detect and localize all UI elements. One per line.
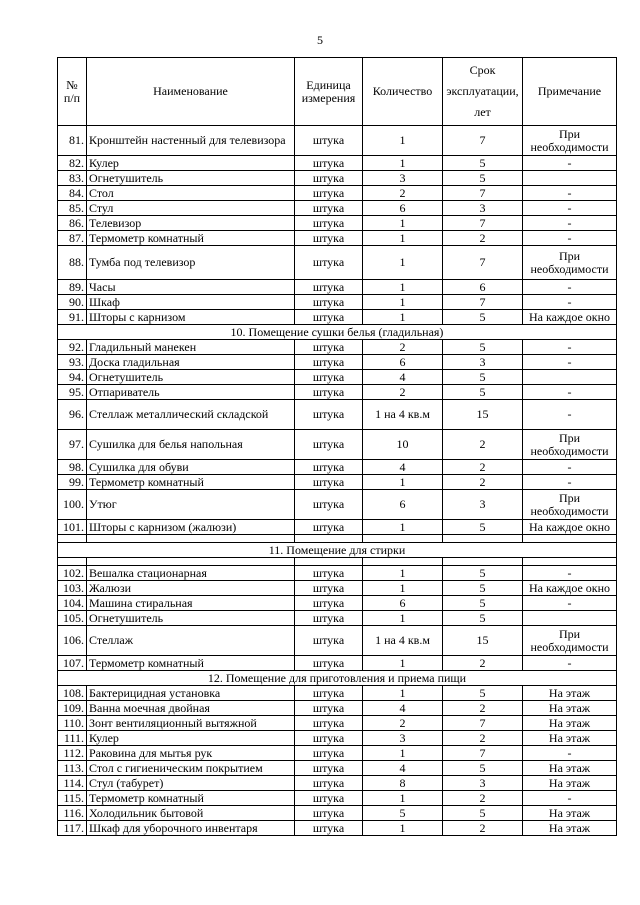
cell-name: Утюг — [87, 490, 295, 520]
cell-term: 2 — [443, 460, 523, 475]
cell-unit: штука — [295, 126, 363, 156]
cell-name: Гладильный манекен — [87, 340, 295, 355]
table-row — [58, 701, 617, 716]
spacer-cell — [363, 535, 443, 543]
cell-name: Телевизор — [87, 216, 295, 231]
table-row — [58, 295, 617, 310]
cell-quantity: 1 на 4 кв.м — [363, 400, 443, 430]
header-name: Наименование — [87, 58, 295, 126]
cell-term: 3 — [443, 355, 523, 370]
table-row — [58, 355, 617, 370]
header-note: Примечание — [523, 58, 617, 126]
cell-note — [523, 171, 617, 186]
table-row — [58, 611, 617, 626]
cell-unit: штука — [295, 776, 363, 791]
table-row — [58, 475, 617, 490]
cell-term: 2 — [443, 731, 523, 746]
cell-number: 117. — [58, 821, 87, 836]
cell-term: 15 — [443, 400, 523, 430]
cell-term: 7 — [443, 126, 523, 156]
cell-unit: штука — [295, 460, 363, 475]
cell-quantity: 6 — [363, 201, 443, 216]
cell-quantity: 1 — [363, 821, 443, 836]
cell-unit: штука — [295, 701, 363, 716]
cell-quantity: 1 — [363, 295, 443, 310]
cell-quantity: 4 — [363, 460, 443, 475]
cell-quantity: 5 — [363, 806, 443, 821]
cell-number: 82. — [58, 156, 87, 171]
cell-name: Термометр комнатный — [87, 231, 295, 246]
cell-note: - — [523, 656, 617, 671]
cell-number: 99. — [58, 475, 87, 490]
cell-number: 103. — [58, 581, 87, 596]
cell-term: 5 — [443, 156, 523, 171]
cell-quantity: 1 — [363, 310, 443, 325]
table-row — [58, 596, 617, 611]
cell-note: - — [523, 340, 617, 355]
table-row — [58, 761, 617, 776]
cell-quantity: 1 — [363, 156, 443, 171]
section-title: 11. Помещение для стирки — [58, 543, 617, 558]
cell-number: 112. — [58, 746, 87, 761]
cell-term: 15 — [443, 626, 523, 656]
cell-term: 2 — [443, 791, 523, 806]
cell-quantity: 1 — [363, 581, 443, 596]
cell-unit: штука — [295, 611, 363, 626]
cell-quantity: 3 — [363, 731, 443, 746]
page-number: 5 — [317, 33, 323, 47]
cell-number: 96. — [58, 400, 87, 430]
cell-name: Стол с гигиеническим покрытием — [87, 761, 295, 776]
section-header-row — [58, 325, 617, 340]
cell-note: На этаж — [523, 701, 617, 716]
table-row — [58, 520, 617, 535]
cell-term: 7 — [443, 746, 523, 761]
table-row — [58, 310, 617, 325]
cell-quantity: 1 — [363, 231, 443, 246]
cell-number: 95. — [58, 385, 87, 400]
cell-quantity: 4 — [363, 761, 443, 776]
cell-unit: штука — [295, 156, 363, 171]
cell-note: - — [523, 295, 617, 310]
cell-name: Огнетушитель — [87, 611, 295, 626]
cell-number: 111. — [58, 731, 87, 746]
cell-unit: штука — [295, 216, 363, 231]
spacer-cell — [295, 558, 363, 566]
cell-unit: штука — [295, 656, 363, 671]
cell-term: 3 — [443, 201, 523, 216]
cell-number: 108. — [58, 686, 87, 701]
cell-note: - — [523, 156, 617, 171]
section-header-row — [58, 543, 617, 558]
cell-name: Ванна моечная двойная — [87, 701, 295, 716]
header-quantity: Количество — [363, 58, 443, 126]
cell-quantity: 1 — [363, 475, 443, 490]
spacer-cell — [58, 535, 87, 543]
spacer-row — [58, 535, 617, 543]
cell-name: Отпариватель — [87, 385, 295, 400]
cell-note: На каждое окно — [523, 581, 617, 596]
table-row — [58, 746, 617, 761]
cell-unit: штука — [295, 186, 363, 201]
cell-quantity: 4 — [363, 370, 443, 385]
cell-unit: штука — [295, 280, 363, 295]
spacer-cell — [523, 535, 617, 543]
cell-unit: штука — [295, 791, 363, 806]
cell-number: 90. — [58, 295, 87, 310]
table-row — [58, 731, 617, 746]
cell-name: Стол — [87, 186, 295, 201]
spacer-cell — [58, 558, 87, 566]
cell-unit: штука — [295, 490, 363, 520]
table-row — [58, 430, 617, 460]
cell-note: - — [523, 280, 617, 295]
table-row — [58, 246, 617, 280]
cell-note: При необходимости — [523, 626, 617, 656]
cell-term: 5 — [443, 385, 523, 400]
cell-term: 2 — [443, 231, 523, 246]
table-row — [58, 340, 617, 355]
cell-quantity: 1 на 4 кв.м — [363, 626, 443, 656]
cell-note: При необходимости — [523, 246, 617, 280]
cell-unit: штука — [295, 171, 363, 186]
table-row — [58, 490, 617, 520]
cell-term: 2 — [443, 821, 523, 836]
section-title: 10. Помещение сушки белья (гладильная) — [58, 325, 617, 340]
cell-note: - — [523, 355, 617, 370]
cell-number: 81. — [58, 126, 87, 156]
cell-number: 107. — [58, 656, 87, 671]
cell-name: Шторы с карнизом — [87, 310, 295, 325]
cell-name: Машина стиральная — [87, 596, 295, 611]
cell-unit: штука — [295, 246, 363, 280]
cell-unit: штука — [295, 400, 363, 430]
cell-note: - — [523, 400, 617, 430]
cell-name: Кулер — [87, 156, 295, 171]
spacer-cell — [443, 535, 523, 543]
cell-term: 5 — [443, 340, 523, 355]
cell-note: На этаж — [523, 731, 617, 746]
cell-name: Доска гладильная — [87, 355, 295, 370]
cell-name: Раковина для мытья рук — [87, 746, 295, 761]
cell-name: Шкаф для уборочного инвентаря — [87, 821, 295, 836]
cell-note: - — [523, 746, 617, 761]
cell-quantity: 2 — [363, 716, 443, 731]
cell-note — [523, 370, 617, 385]
cell-unit: штука — [295, 370, 363, 385]
cell-term: 7 — [443, 186, 523, 201]
cell-note: - — [523, 566, 617, 581]
table-row — [58, 791, 617, 806]
cell-quantity: 1 — [363, 216, 443, 231]
cell-quantity: 4 — [363, 701, 443, 716]
cell-term: 5 — [443, 596, 523, 611]
cell-unit: штука — [295, 201, 363, 216]
cell-number: 88. — [58, 246, 87, 280]
cell-unit: штука — [295, 231, 363, 246]
table-row — [58, 806, 617, 821]
cell-note: На этаж — [523, 716, 617, 731]
cell-number: 104. — [58, 596, 87, 611]
cell-unit: штука — [295, 310, 363, 325]
header-unit: Единица измерения — [295, 58, 363, 126]
cell-name: Часы — [87, 280, 295, 295]
spacer-row — [58, 558, 617, 566]
cell-term: 5 — [443, 611, 523, 626]
cell-number: 89. — [58, 280, 87, 295]
cell-term: 2 — [443, 656, 523, 671]
table-row — [58, 156, 617, 171]
cell-quantity: 1 — [363, 686, 443, 701]
cell-note: На этаж — [523, 776, 617, 791]
cell-quantity: 1 — [363, 746, 443, 761]
header-term: Срок эксплуатации, лет — [443, 58, 523, 126]
cell-number: 84. — [58, 186, 87, 201]
cell-number: 92. — [58, 340, 87, 355]
cell-name: Холодильник бытовой — [87, 806, 295, 821]
cell-term: 5 — [443, 566, 523, 581]
cell-term: 5 — [443, 171, 523, 186]
table-row — [58, 626, 617, 656]
cell-note: На этаж — [523, 761, 617, 776]
cell-note: На этаж — [523, 686, 617, 701]
cell-note: - — [523, 216, 617, 231]
cell-unit: штука — [295, 746, 363, 761]
cell-term: 3 — [443, 490, 523, 520]
cell-name: Шторы с карнизом (жалюзи) — [87, 520, 295, 535]
cell-term: 5 — [443, 806, 523, 821]
cell-number: 98. — [58, 460, 87, 475]
cell-note — [523, 611, 617, 626]
cell-quantity: 1 — [363, 656, 443, 671]
cell-term: 5 — [443, 370, 523, 385]
cell-note: При необходимости — [523, 430, 617, 460]
cell-term: 5 — [443, 520, 523, 535]
cell-quantity: 6 — [363, 490, 443, 520]
cell-note: - — [523, 186, 617, 201]
cell-number: 100. — [58, 490, 87, 520]
cell-unit: штука — [295, 686, 363, 701]
cell-term: 5 — [443, 310, 523, 325]
cell-name: Шкаф — [87, 295, 295, 310]
table-row — [58, 686, 617, 701]
cell-name: Огнетушитель — [87, 171, 295, 186]
table-row — [58, 201, 617, 216]
cell-unit: штука — [295, 520, 363, 535]
cell-name: Термометр комнатный — [87, 656, 295, 671]
cell-name: Жалюзи — [87, 581, 295, 596]
cell-number: 93. — [58, 355, 87, 370]
cell-note: При необходимости — [523, 126, 617, 156]
cell-term: 7 — [443, 246, 523, 280]
cell-number: 97. — [58, 430, 87, 460]
cell-name: Стул (табурет) — [87, 776, 295, 791]
cell-name: Бактерицидная установка — [87, 686, 295, 701]
table-row — [58, 581, 617, 596]
cell-quantity: 1 — [363, 611, 443, 626]
cell-name: Тумба под телевизор — [87, 246, 295, 280]
cell-name: Стеллаж — [87, 626, 295, 656]
spacer-cell — [363, 558, 443, 566]
cell-quantity: 1 — [363, 126, 443, 156]
cell-term: 2 — [443, 430, 523, 460]
cell-unit: штука — [295, 295, 363, 310]
cell-quantity: 1 — [363, 566, 443, 581]
cell-unit: штука — [295, 626, 363, 656]
cell-number: 102. — [58, 566, 87, 581]
cell-term: 5 — [443, 686, 523, 701]
spacer-cell — [87, 558, 295, 566]
table-row — [58, 171, 617, 186]
cell-name: Зонт вентиляционный вытяжной — [87, 716, 295, 731]
table-row — [58, 566, 617, 581]
cell-unit: штука — [295, 761, 363, 776]
cell-quantity: 8 — [363, 776, 443, 791]
cell-number: 113. — [58, 761, 87, 776]
cell-note: На каждое окно — [523, 310, 617, 325]
cell-number: 91. — [58, 310, 87, 325]
table-row — [58, 385, 617, 400]
cell-quantity: 10 — [363, 430, 443, 460]
cell-name: Стеллаж металлический складской — [87, 400, 295, 430]
spacer-cell — [87, 535, 295, 543]
cell-name: Стул — [87, 201, 295, 216]
cell-quantity: 2 — [363, 340, 443, 355]
cell-number: 86. — [58, 216, 87, 231]
cell-note: - — [523, 791, 617, 806]
cell-unit: штука — [295, 355, 363, 370]
cell-note: При необходимости — [523, 490, 617, 520]
cell-quantity: 1 — [363, 280, 443, 295]
cell-term: 3 — [443, 776, 523, 791]
cell-number: 115. — [58, 791, 87, 806]
cell-term: 2 — [443, 701, 523, 716]
cell-note: На этаж — [523, 821, 617, 836]
cell-unit: штука — [295, 430, 363, 460]
cell-unit: штука — [295, 731, 363, 746]
cell-quantity: 2 — [363, 186, 443, 201]
cell-note: - — [523, 385, 617, 400]
cell-term: 7 — [443, 216, 523, 231]
cell-number: 87. — [58, 231, 87, 246]
cell-term: 5 — [443, 761, 523, 776]
cell-term: 5 — [443, 581, 523, 596]
cell-name: Термометр комнатный — [87, 475, 295, 490]
header-num: № п/п — [58, 58, 87, 126]
table-row — [58, 776, 617, 791]
cell-number: 110. — [58, 716, 87, 731]
cell-name: Сушилка для обуви — [87, 460, 295, 475]
table-row — [58, 186, 617, 201]
table-row — [58, 216, 617, 231]
cell-note: - — [523, 201, 617, 216]
cell-term: 7 — [443, 295, 523, 310]
cell-number: 85. — [58, 201, 87, 216]
cell-number: 83. — [58, 171, 87, 186]
table-row — [58, 460, 617, 475]
cell-quantity: 1 — [363, 791, 443, 806]
cell-number: 101. — [58, 520, 87, 535]
cell-unit: штука — [295, 566, 363, 581]
table-row — [58, 370, 617, 385]
cell-unit: штука — [295, 806, 363, 821]
cell-unit: штука — [295, 596, 363, 611]
cell-quantity: 2 — [363, 385, 443, 400]
cell-note: На каждое окно — [523, 520, 617, 535]
cell-name: Кронштейн настенный для телевизора — [87, 126, 295, 156]
table-row — [58, 656, 617, 671]
cell-term: 7 — [443, 716, 523, 731]
cell-name: Термометр комнатный — [87, 791, 295, 806]
spacer-cell — [523, 558, 617, 566]
cell-term: 6 — [443, 280, 523, 295]
cell-quantity: 6 — [363, 596, 443, 611]
section-title: 12. Помещение для приготовления и приема пищи — [58, 671, 617, 686]
cell-name: Вешалка стационарная — [87, 566, 295, 581]
cell-unit: штука — [295, 821, 363, 836]
cell-quantity: 1 — [363, 520, 443, 535]
cell-number: 109. — [58, 701, 87, 716]
cell-number: 116. — [58, 806, 87, 821]
cell-note: - — [523, 475, 617, 490]
cell-quantity: 1 — [363, 246, 443, 280]
cell-name: Сушилка для белья напольная — [87, 430, 295, 460]
cell-number: 105. — [58, 611, 87, 626]
spacer-cell — [295, 535, 363, 543]
cell-name: Огнетушитель — [87, 370, 295, 385]
cell-quantity: 6 — [363, 355, 443, 370]
cell-term: 2 — [443, 475, 523, 490]
cell-name: Кулер — [87, 731, 295, 746]
table-row — [58, 716, 617, 731]
cell-unit: штука — [295, 385, 363, 400]
table-row — [58, 821, 617, 836]
cell-note: - — [523, 596, 617, 611]
cell-unit: штука — [295, 340, 363, 355]
cell-unit: штука — [295, 475, 363, 490]
cell-unit: штука — [295, 716, 363, 731]
cell-note: - — [523, 460, 617, 475]
table-row — [58, 126, 617, 156]
table-header-row — [58, 58, 617, 126]
section-header-row — [58, 671, 617, 686]
table-row — [58, 280, 617, 295]
cell-note: - — [523, 231, 617, 246]
cell-note: На этаж — [523, 806, 617, 821]
cell-number: 106. — [58, 626, 87, 656]
spacer-cell — [443, 558, 523, 566]
table-row — [58, 231, 617, 246]
cell-unit: штука — [295, 581, 363, 596]
cell-quantity: 3 — [363, 171, 443, 186]
cell-number: 114. — [58, 776, 87, 791]
inventory-table — [57, 57, 617, 836]
cell-number: 94. — [58, 370, 87, 385]
table-row — [58, 400, 617, 430]
